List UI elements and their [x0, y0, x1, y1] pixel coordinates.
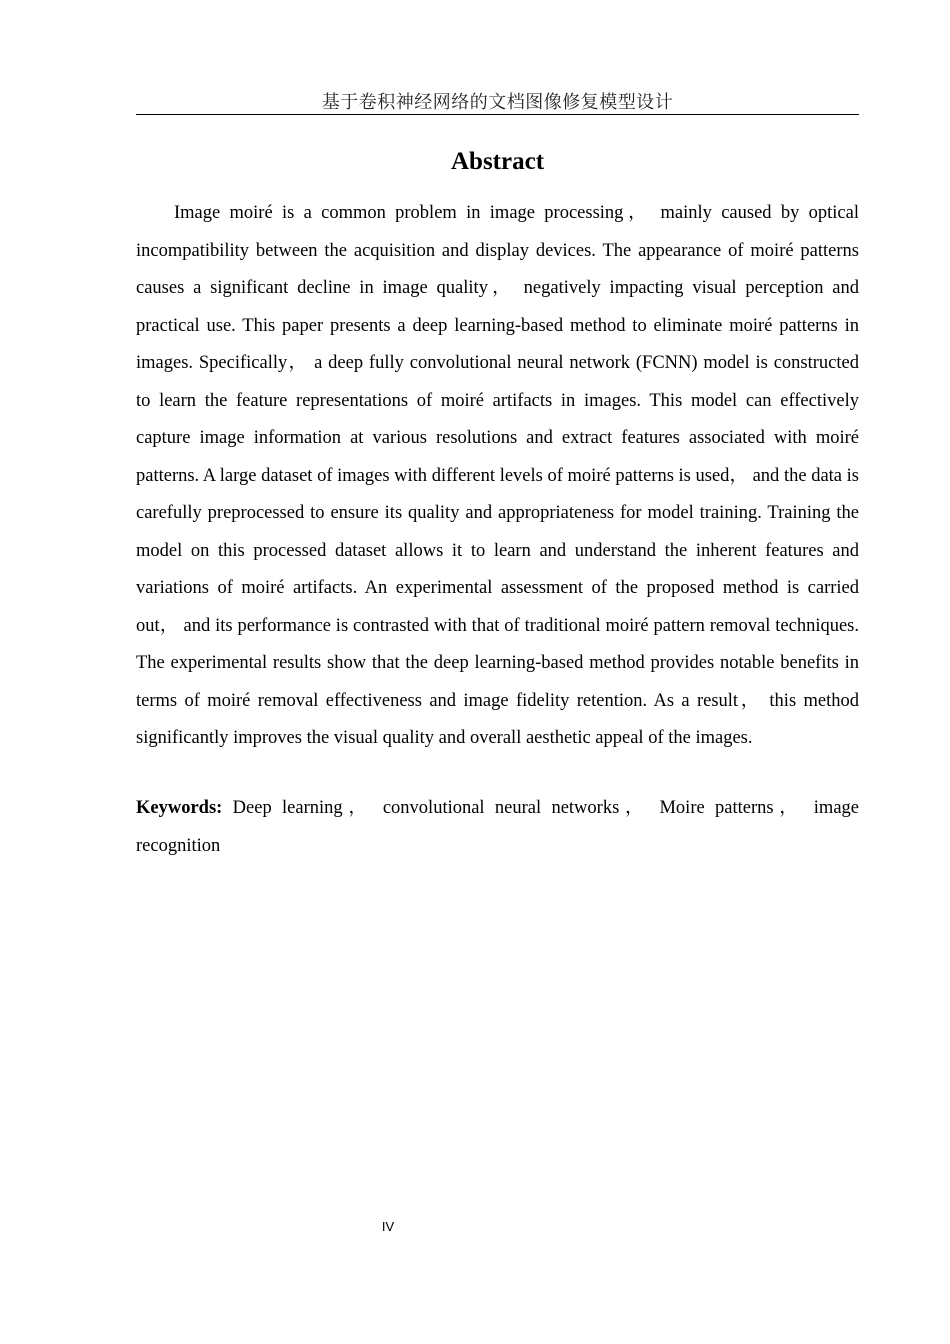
keywords-label: Keywords:: [136, 798, 223, 818]
page-number: IV: [381, 1219, 395, 1234]
abstract-title: Abstract: [450, 148, 545, 175]
header-rule: [136, 114, 859, 115]
keywords-text: Deep learning， convolutional neural networks， Moire patterns， image recognition: [136, 798, 859, 856]
abstract-body: Image moiré is a common problem in image processing， mainly caused by optical incompatibility between the acquisition and display devices. The appearance of moiré patterns causes a significant decline in image quality， negatively impacting visual perception and practical use. This paper presents a deep learning-based method to eliminate moiré patterns in images. Specifically， a deep fully convolutional neural network (FCNN) model is constructed to learn the feature representations of moiré artifacts in images. This model can effectively capture image information at various resolutions and extract features associated with moiré patterns. A large dataset of images with different levels of moiré patterns is used， and the data is carefully preprocessed to ensure its quality and appropriateness for model training. Training the model on this processed dataset allows it to learn and understand the inherent features and variations of moiré artifacts. An experimental assessment of the proposed method is carried out， and its performance is contrasted with that of traditional moiré pattern removal techniques. The experimental results show that the deep learning-based method provides notable benefits in terms of moiré removal effectiveness and image fidelity retention. As a result， this method significantly improves the visual quality and overall aesthetic appeal of the images.: [136, 203, 859, 748]
keywords-paragraph: [136, 790, 859, 865]
running-header: 基于卷积神经网络的文档图像修复模型设计: [321, 92, 674, 113]
